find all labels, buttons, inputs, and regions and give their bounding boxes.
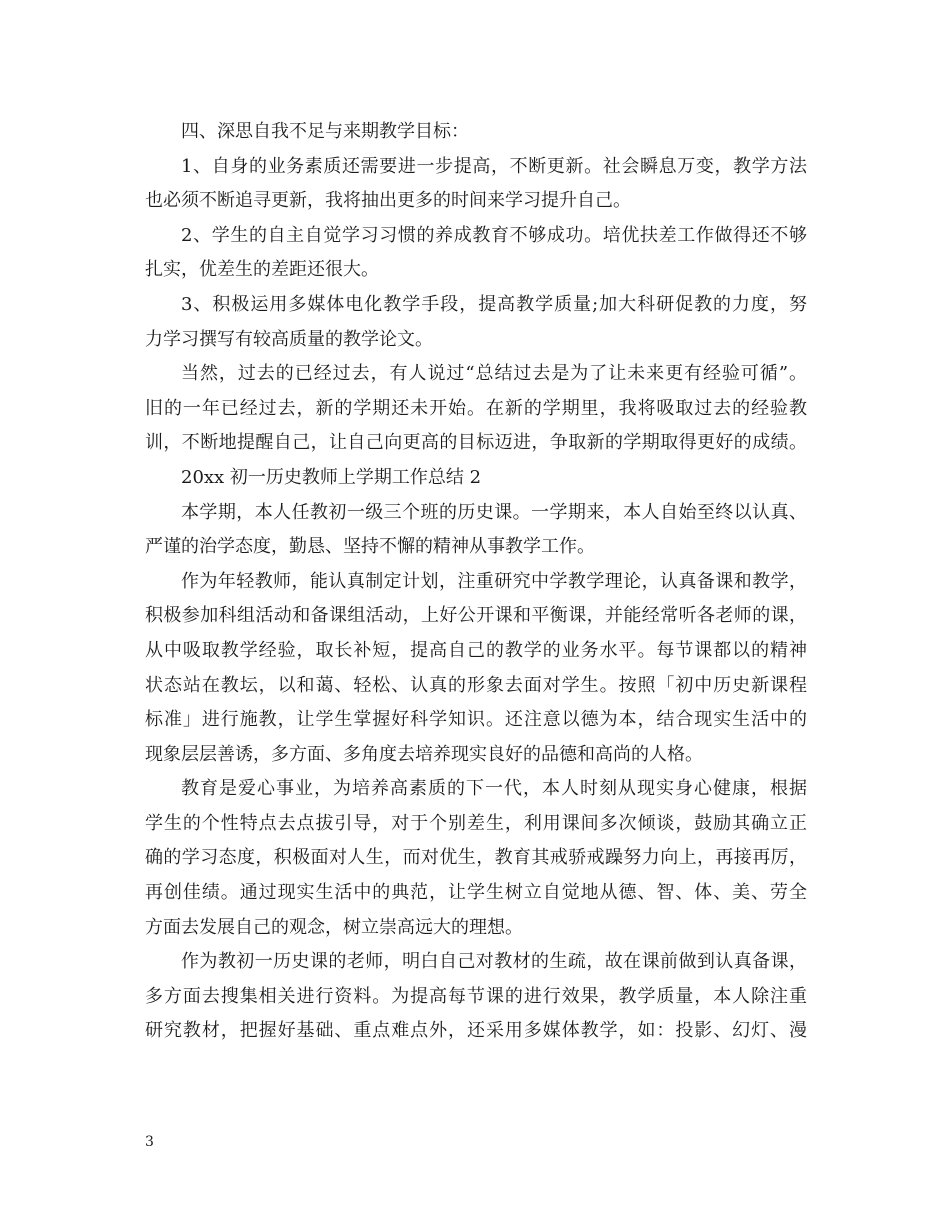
text-line: 状态站在教坛，以和蔼、轻松、认真的形象去面对学生。按照「初中历史新课程	[145, 674, 807, 696]
text-line: 作为年轻教师，能认真制定计划，注重研究中学教学理论，认真备课和教学，	[181, 570, 807, 592]
text-line: 严谨的治学态度，勤恳、坚持不懈的精神从事教学工作。	[145, 536, 595, 558]
text-line: 训，不断地提醒自己，让自己向更高的目标迈进，争取新的学期取得更好的成绩。	[145, 432, 807, 454]
text-line: 方面去发展自己的观念，树立崇高远大的理想。	[145, 916, 523, 938]
paragraph-lines	[145, 115, 807, 1049]
text-line: 确的学习态度，积极面对人生，而对优生，教育其戒骄戒躁努力向上，再接再厉，	[145, 847, 807, 869]
text-line: 多方面去搜集相关进行资料。为提高每节课的进行效果，教学质量，本人除注重	[145, 985, 807, 1007]
text-line: 当然，过去的已经过去，有人说过“总结过去是为了让未来更有经验可循”。	[181, 363, 807, 385]
text-line: 现象层层善诱，多方面、多角度去培养现实良好的品德和高尚的人格。	[145, 743, 703, 765]
text-line: 力学习撰写有较高质量的教学论文。	[145, 328, 433, 350]
text-line: 研究教材，把握好基础、重点难点外，还采用多媒体教学，如：投影、幻灯、漫	[145, 1020, 807, 1042]
text-line: 积极参加科组活动和备课组活动，上好公开课和平衡课，并能经常听各老师的课，	[145, 605, 807, 627]
text-line: 再创佳绩。通过现实生活中的典范，让学生树立自觉地从德、智、体、美、劳全	[145, 882, 807, 904]
text-line: 本学期，本人任教初一级三个班的历史课。一学期来，本人自始至终以认真、	[181, 501, 807, 523]
text-line: 四、深思自我不足与来期教学目标：	[181, 121, 469, 142]
text-line: 学生的个性特点去点拔引导，对于个别差生，利用课间多次倾谈，鼓励其确立正	[145, 812, 807, 834]
text-line: 也必须不断追寻更新，我将抽出更多的时间来学习提升自己。	[145, 190, 631, 212]
text-line: 旧的一年已经过去，新的学期还未开始。在新的学期里，我将吸取过去的经验教	[145, 397, 807, 419]
text-line: 20xx 初一历史教师上学期工作总结 2	[181, 466, 482, 488]
text-line: 3、积极运用多媒体电化教学手段，提高教学质量;加大科研促教的力度，努	[181, 293, 807, 315]
text-line: 扎实，优差生的差距还很大。	[145, 259, 379, 281]
text-line: 1、自身的业务素质还需要进一步提高，不断更新。社会瞬息万变，教学方法	[181, 155, 807, 177]
text-line: 教育是爱心事业，为培养高素质的下一代，本人时刻从现实身心健康，根据	[181, 778, 807, 800]
page-number: 3	[145, 1134, 154, 1150]
text-line: 作为教初一历史课的老师，明白自己对教材的生疏，故在课前做到认真备课，	[181, 951, 807, 973]
text-line: 2、学生的自主自觉学习习惯的养成教育不够成功。培优扶差工作做得还不够	[181, 224, 807, 246]
text-line: 从中吸取教学经验，取长补短，提高自己的教学的业务水平。每节课都以的精神	[145, 639, 807, 661]
document-body	[145, 115, 807, 1049]
text-line: 标准」进行施教，让学生掌握好科学知识。还注意以德为本，结合现实生活中的	[145, 709, 807, 731]
